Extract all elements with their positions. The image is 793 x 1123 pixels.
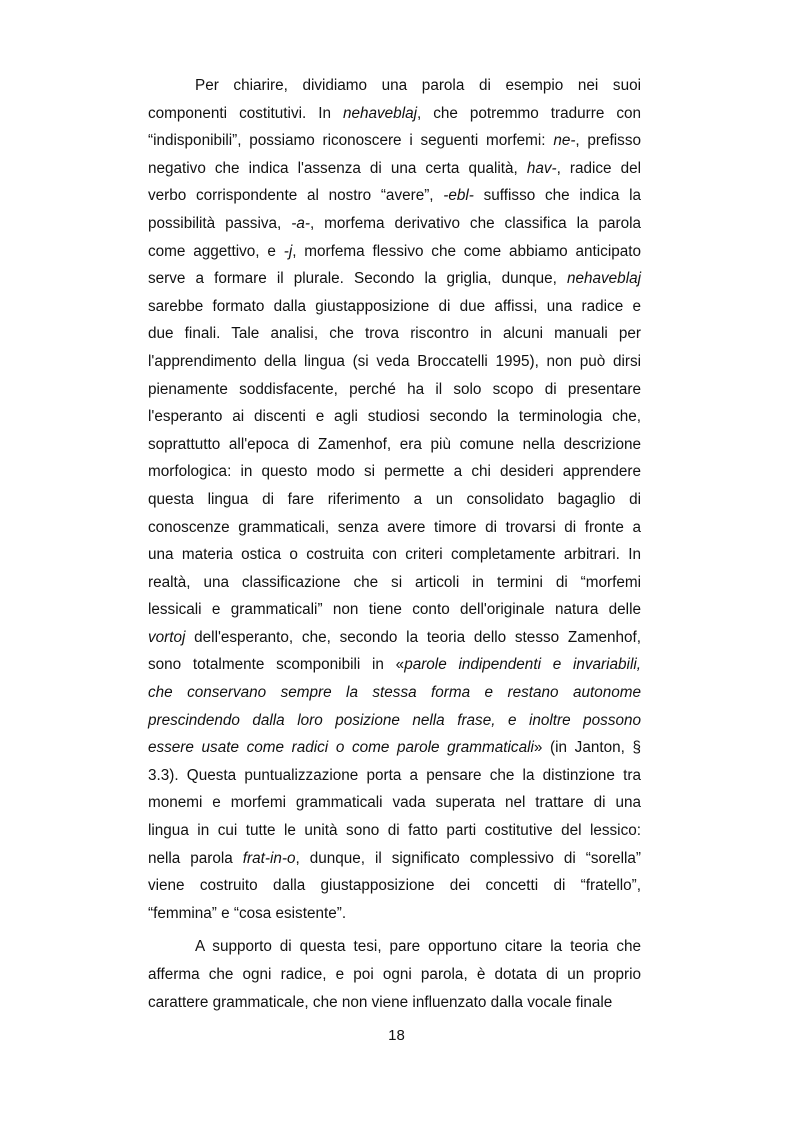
text-line: soprattutto all'epoca di Zamenhof, era più comune nella descrizione xyxy=(148,435,641,453)
text-line: viene costruito dalla giustapposizione dei concetti di “fratello”, xyxy=(148,877,641,895)
text-line: possibilità passiva, -a-, morfema derivativo che classifica la parola xyxy=(148,214,641,232)
text-line: Per chiarire, dividiamo una parola di esempio nei suoi xyxy=(195,77,641,94)
document-body xyxy=(148,72,641,1016)
text-line: carattere grammaticale, che non viene influenzato dalla vocale finale xyxy=(148,993,613,1011)
text-line: una materia ostica o costruita con criteri completamente arbitrari. In xyxy=(148,546,641,564)
text-line: afferma che ogni radice, e poi ogni parola, è dotata di un proprio xyxy=(148,966,641,983)
text-line: sono totalmente scomponibili in «parole indipendenti e invariabili, xyxy=(148,656,641,674)
text-line: serve a formare il plurale. Secondo la griglia, dunque, nehaveblaj xyxy=(148,270,641,288)
text-line: 3.3). Questa puntualizzazione porta a pensare che la distinzione tra xyxy=(148,766,641,784)
text-line: conoscenze grammaticali, senza avere timore di trovarsi di fronte a xyxy=(148,518,641,536)
text-line: pienamente soddisfacente, perché ha il solo scopo di presentare xyxy=(148,380,641,398)
text-line: monemi e morfemi grammaticali vada superata nel trattare di una xyxy=(148,794,641,812)
text-line: componenti costitutivi. In nehaveblaj, che potremmo tradurre con xyxy=(148,104,641,122)
paragraph xyxy=(148,72,641,927)
text-line: lessicali e grammaticali” non tiene conto dell'originale natura delle xyxy=(148,601,641,619)
text-line: lingua in cui tutte le unità sono di fatto parti costitutive del lessico: xyxy=(148,822,641,840)
paragraph xyxy=(148,933,641,1016)
text-line: morfologica: in questo modo si permette a chi desideri apprendere xyxy=(148,463,641,481)
text-line: prescindendo dalla loro posizione nella frase, e inoltre possono xyxy=(148,711,641,729)
text-line: “indisponibili”, possiamo riconoscere i seguenti morfemi: ne-, prefisso xyxy=(148,132,641,150)
text-line: nella parola frat-in-o, dunque, il significato complessivo di “sorella” xyxy=(148,849,642,867)
text-line: l'apprendimento della lingua (si veda Broccatelli 1995), non può dirsi xyxy=(148,352,641,370)
text-line: essere usate come radici o come parole grammaticali» (in Janton, § xyxy=(148,739,641,757)
text-line: che conservano sempre la stessa forma e restano autonome xyxy=(148,684,641,702)
text-line: l'esperanto ai discenti e agli studiosi secondo la terminologia che, xyxy=(148,408,641,426)
text-line: come aggettivo, e -j, morfema flessivo che come abbiamo anticipato xyxy=(148,242,641,260)
text-line: negativo che indica l'assenza di una certa qualità, hav-, radice del xyxy=(148,159,641,177)
text-line: realtà, una classificazione che si articoli in termini di “morfemi xyxy=(148,573,641,591)
text-line: questa lingua di fare riferimento a un consolidato bagaglio di xyxy=(148,490,641,508)
text-line: due finali. Tale analisi, che trova riscontro in alcuni manuali per xyxy=(148,325,641,343)
text-line: verbo corrispondente al nostro “avere”, -ebl- suffisso che indica la xyxy=(148,187,641,205)
text-line: sarebbe formato dalla giustapposizione di due affissi, una radice e xyxy=(148,297,641,315)
text-line: “femmina” e “cosa esistente”. xyxy=(148,904,347,922)
page-number: 18 xyxy=(388,1027,405,1044)
text-line: vortoj dell'esperanto, che, secondo la teoria dello stesso Zamenhof, xyxy=(148,628,641,646)
text-line: A supporto di questa tesi, pare opportuno citare la teoria che xyxy=(195,938,641,956)
